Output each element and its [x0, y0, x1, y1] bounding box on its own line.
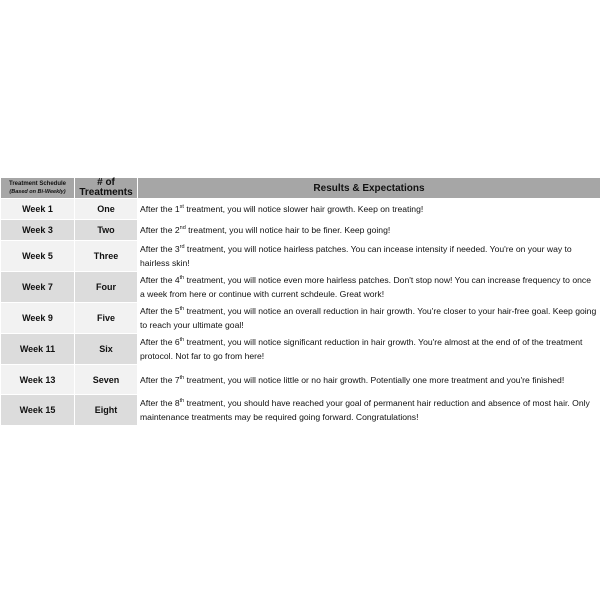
result-text-start: After the 3	[140, 244, 180, 254]
ordinal-suffix: th	[179, 374, 185, 381]
treatment-count-cell: Three	[75, 241, 138, 272]
ordinal-suffix: st	[179, 204, 184, 211]
result-text-start: After the 8	[140, 398, 180, 408]
header-results-expectations: Results & Expectations	[138, 178, 600, 199]
ordinal-suffix: th	[179, 275, 185, 282]
ordinal-suffix: th	[179, 398, 185, 405]
result-text-start: After the 4	[140, 275, 180, 285]
week-cell: Week 5	[1, 241, 75, 272]
ordinal-suffix: rd	[179, 244, 185, 251]
result-cell	[138, 334, 600, 365]
treatment-count-cell: Four	[75, 272, 138, 303]
result-text-rest: treatment, you will notice little or no hair growth. Potentially one more treatment and you're finished!	[184, 374, 565, 385]
result-cell	[138, 272, 600, 303]
result-text-start: After the 1	[140, 204, 180, 214]
ordinal-suffix: th	[179, 337, 185, 344]
result-text-rest: treatment, you will notice hair to be finer. Keep going!	[185, 225, 391, 235]
table-row	[1, 365, 600, 395]
table-body	[1, 199, 600, 426]
result-text-rest: treatment, you will notice an overall reduction in hair growth. You're closer to your hair-free goal. Keep going to reach your ultimate goal!	[140, 306, 597, 330]
week-cell: Week 3	[1, 220, 75, 241]
header-treatment-schedule-title: Treatment Schedule	[8, 181, 67, 187]
table-row	[1, 395, 600, 426]
week-cell: Week 1	[1, 199, 75, 220]
result-cell	[138, 303, 600, 334]
result-text-start: After the 2	[140, 225, 180, 235]
treatment-count-cell: One	[75, 199, 138, 220]
table-header	[1, 178, 600, 199]
ordinal-suffix: th	[179, 306, 185, 313]
treatment-count-cell: Five	[75, 303, 138, 334]
result-text-rest: treatment, you will notice slower hair growth. Keep on treating!	[183, 204, 424, 214]
treatment-schedule-table	[0, 177, 600, 426]
treatment-count-cell: Seven	[75, 365, 138, 395]
treatment-count-cell: Eight	[75, 395, 138, 426]
week-cell: Week 7	[1, 272, 75, 303]
week-cell: Week 11	[1, 334, 75, 365]
header-row	[1, 178, 600, 199]
treatment-schedule-table-wrapper	[0, 177, 600, 426]
ordinal-suffix: nd	[179, 225, 186, 232]
result-text-rest: treatment, you will notice hairless patches. You can incease intensity if needed. You're on your way to hairless skin!	[140, 244, 572, 268]
result-text-rest: treatment, you will notice even more hairless patches. Don't stop now! You can increase frequency to once a week from here or continue with current schdeule. Great work!	[140, 275, 591, 299]
result-cell	[138, 199, 600, 220]
result-cell	[138, 241, 600, 272]
table-row	[1, 220, 600, 241]
table-row	[1, 303, 600, 334]
result-cell	[138, 365, 600, 395]
week-cell: Week 9	[1, 303, 75, 334]
treatment-count-cell: Six	[75, 334, 138, 365]
result-cell	[138, 395, 600, 426]
table-row	[1, 272, 600, 303]
result-cell	[138, 220, 600, 241]
result-text-start: After the 7	[140, 374, 180, 385]
header-treatment-schedule-subtitle: (Based on Bi-Weekly)	[9, 189, 66, 195]
table-row	[1, 334, 600, 365]
result-text-rest: treatment, you should have reached your goal of permanent hair reduction and absence of most hair. Only maintenance treatments may be required going forward. Congratulations!	[140, 398, 590, 422]
result-text-start: After the 5	[140, 306, 180, 316]
week-cell: Week 13	[1, 365, 75, 395]
result-text-rest: treatment, you will notice significant reduction in hair growth. You're almost at the end of of the treatment protocol. Not far to go from here!	[140, 337, 583, 361]
table-row	[1, 199, 600, 220]
header-treatment-schedule	[1, 178, 75, 199]
result-text-start: After the 6	[140, 337, 180, 347]
header-number-of-treatments: # of Treatments	[75, 178, 138, 199]
treatment-count-cell: Two	[75, 220, 138, 241]
week-cell: Week 15	[1, 395, 75, 426]
table-row	[1, 241, 600, 272]
